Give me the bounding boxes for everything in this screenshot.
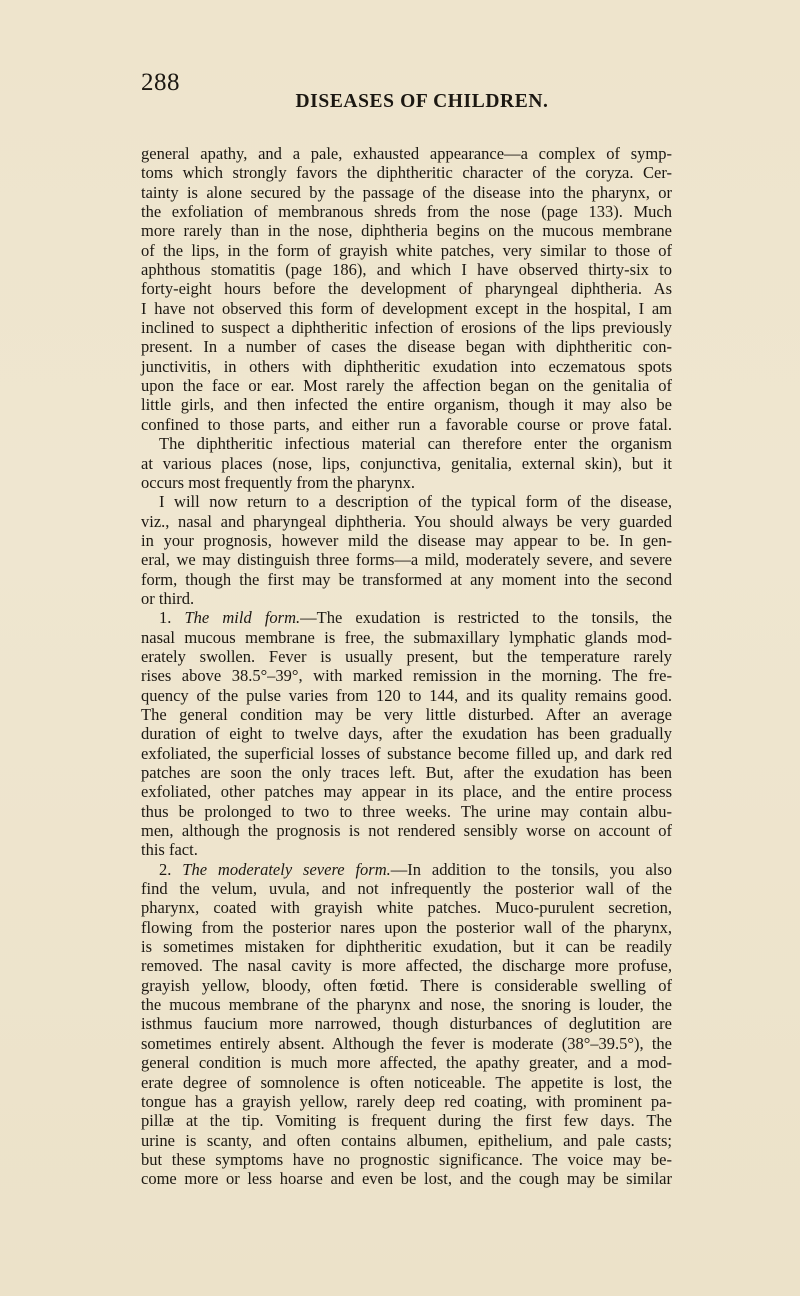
text-line: but these symptoms have no prognostic significance. The voice may be- <box>141 1149 672 1169</box>
text-line: I will now return to a description of the typical form of the disease, <box>159 492 672 512</box>
text-line: come more or less hoarse and even be lost, and the cough may be similar <box>141 1169 672 1189</box>
text-line: grayish yellow, bloody, often fœtid. There is considerable swelling of <box>141 975 672 995</box>
text-line: exfoliated, the superficial losses of substance become filled up, and dark red <box>141 743 672 763</box>
text-line: tongue has a grayish yellow, rarely deep red coating, with prominent pa- <box>141 1091 672 1111</box>
body-text <box>141 144 672 1189</box>
text-line: sometimes entirely absent. Although the fever is moderate (38°–39.5°), the <box>141 1033 672 1053</box>
text-line: urine is scanty, and often contains albumen, epithelium, and pale casts; <box>141 1130 672 1150</box>
text-line: form, though the first may be transformed at any moment into the second <box>141 569 672 589</box>
text-line: flowing from the posterior nares upon the posterior wall of the pharynx, <box>141 917 672 937</box>
text-line: the exfoliation of membranous shreds from the nose (page 133). Much <box>141 202 672 222</box>
text-line: confined to those parts, and either run a favorable course or prove fatal. <box>141 414 672 434</box>
text-line: the mucous membrane of the pharynx and nose, the snoring is louder, the <box>141 995 672 1015</box>
text-line: of the lips, in the form of grayish white patches, very similar to those of <box>141 240 672 260</box>
text-line: eral, we may distinguish three forms—a mild, moderately severe, and severe <box>141 550 672 570</box>
text-line: rises above 38.5°–39°, with marked remission in the morning. The fre- <box>141 666 672 686</box>
text-line: find the velum, uvula, and not infrequently the posterior wall of the <box>141 879 672 899</box>
text-line: in your prognosis, however mild the disease may appear to be. In gen- <box>141 530 672 550</box>
section-heading: The moderately severe form. <box>182 859 391 879</box>
text-line: pharynx, coated with grayish white patches. Muco-purulent secretion, <box>141 898 672 918</box>
text-line: quency of the pulse varies from 120 to 144, and its quality remains good. <box>141 685 672 705</box>
text-line: pillæ at the tip. Vomiting is frequent during the first few days. The <box>141 1111 672 1131</box>
text-line: forty-eight hours before the development of pharyngeal diphtheria. As <box>141 279 672 299</box>
text-line: toms which strongly favors the diphtheritic character of the coryza. Cer- <box>141 163 672 183</box>
text-line: junctivitis, in others with diphtheritic exudation into eczematous spots <box>141 356 672 376</box>
text-line: aphthous stomatitis (page 186), and which I have observed thirty-six to <box>141 260 672 280</box>
text-line: removed. The nasal cavity is more affected, the discharge more profuse, <box>141 956 672 976</box>
text-line: is sometimes mistaken for diphtheritic exudation, but it can be readily <box>141 937 672 957</box>
text-line: viz., nasal and pharyngeal diphtheria. You should always be very guarded <box>141 511 672 531</box>
text-line: isthmus faucium more narrowed, though disturbances of deglutition are <box>141 1014 672 1034</box>
text-line: little girls, and then infected the entire organism, though it may also be <box>141 395 672 415</box>
text-line: erate degree of somnolence is often noticeable. The appetite is lost, the <box>141 1072 672 1092</box>
text-line: occurs most frequently from the pharynx. <box>141 472 416 492</box>
text-line: more rarely than in the nose, diphtheria begins on the mucous membrane <box>141 221 672 241</box>
text-line: duration of eight to twelve days, after the exudation has been gradually <box>141 724 672 744</box>
text-line: The general condition may be very little disturbed. After an average <box>141 704 672 724</box>
text-line: or third. <box>141 588 195 608</box>
text-line: 2. The moderately severe form.—In addition to the tonsils, you also <box>159 859 672 879</box>
text-line: inclined to suspect a diphtheritic infection of erosions of the lips previously <box>141 318 672 338</box>
text-line: men, although the prognosis is not rendered sensibly worse on account of <box>141 821 672 841</box>
text-line: upon the face or ear. Most rarely the affection began on the genitalia of <box>141 376 672 396</box>
section-heading: The mild form. <box>184 608 301 628</box>
text-line: present. In a number of cases the disease began with diphtheritic con- <box>141 337 672 357</box>
text-line: patches are soon the only traces left. But, after the exudation has been <box>141 763 672 782</box>
running-title: DISEASES OF CHILDREN. <box>295 91 549 112</box>
text-line: erately swollen. Fever is usually present, but the temperature rarely <box>141 646 672 666</box>
page-number: 288 <box>141 69 180 96</box>
text-line: at various places (nose, lips, conjunctiva, genitalia, external skin), but it <box>141 453 672 473</box>
text-line: I have not observed this form of development except in the hospital, I am <box>141 298 672 318</box>
text-line: nasal mucous membrane is free, the submaxillary lymphatic glands mod- <box>141 627 672 647</box>
text-line: tainty is alone secured by the passage of the disease into the pharynx, or <box>141 182 672 202</box>
text-line: this fact. <box>141 840 198 860</box>
text-line: 1. The mild form.—The exudation is restricted to the tonsils, the <box>159 608 672 628</box>
text-line: The diphtheritic infectious material can therefore enter the organism <box>159 434 672 454</box>
text-line: general condition is much more affected, the apathy greater, and a mod- <box>141 1053 672 1073</box>
text-line: exfoliated, other patches may appear in its place, and the entire process <box>141 782 672 802</box>
text-line: thus be prolonged to two to three weeks. The urine may contain albu- <box>141 801 672 821</box>
text-line: general apathy, and a pale, exhausted appearance—a complex of symp- <box>141 144 672 163</box>
